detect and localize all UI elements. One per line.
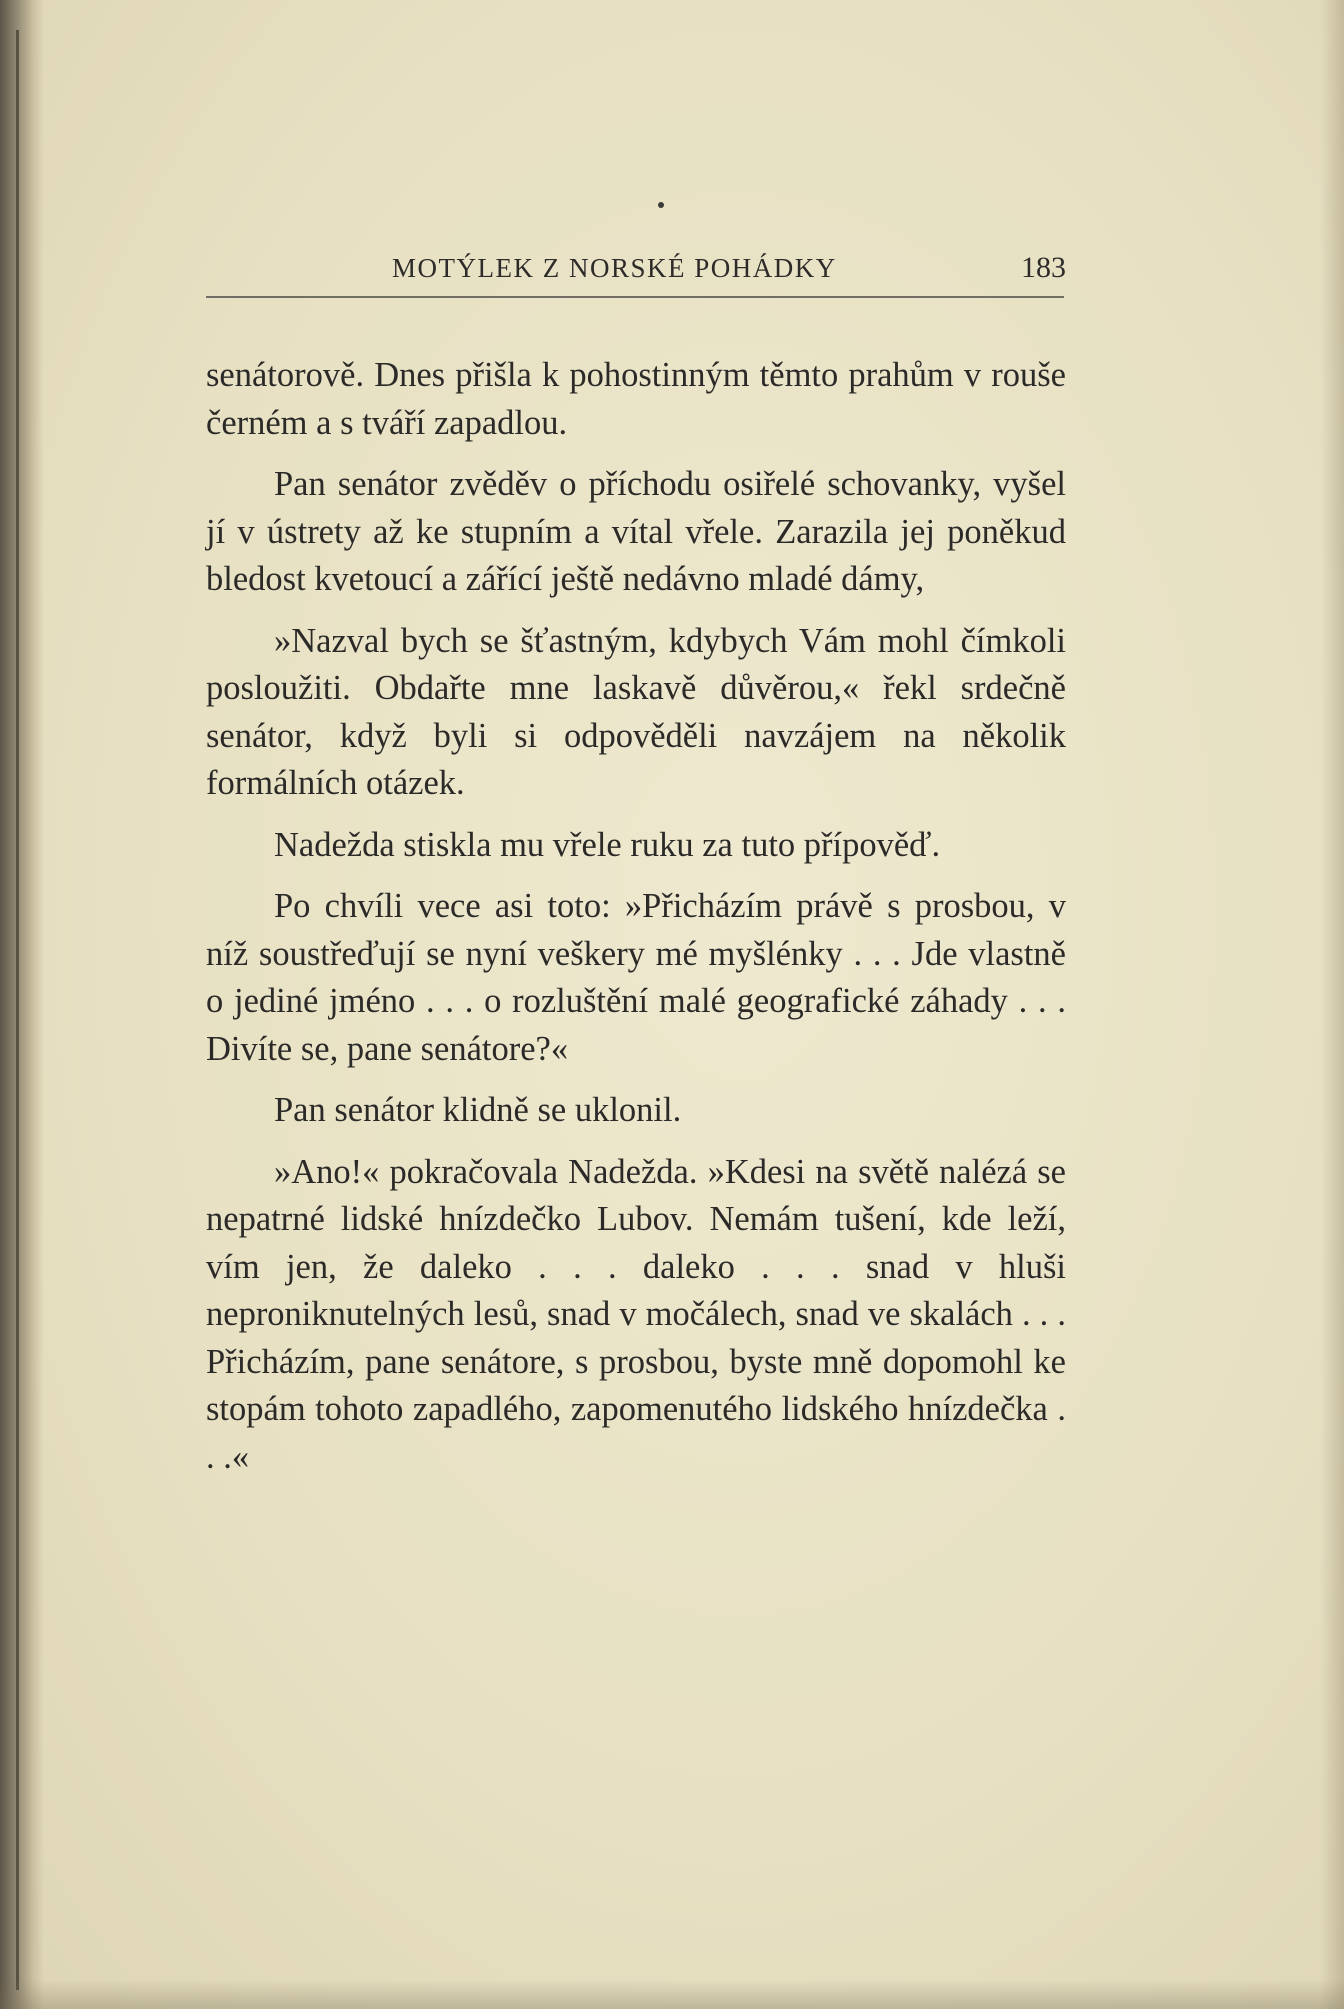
body-text — [206, 352, 1066, 1495]
binding-edge — [16, 30, 19, 1990]
page-number: 183 — [1021, 251, 1066, 284]
paragraph: Nadežda stiskla mu vřele ruku za tuto přípověď. — [274, 825, 941, 864]
paragraph: Pan senátor klidně se uklonil. — [274, 1091, 682, 1129]
page-edge-right — [1320, 0, 1344, 2009]
paragraph: Pan senátor zvěděv o příchodu osiřelé schovanky, vyšel jí v ústrety až ke stupním a vítal vřele. Zarazila jej poněkud bledost kvetoucí a zářící ještě nedávno mladé dámy, — [206, 465, 1066, 598]
paragraph: »Nazval bych se šťastným, kdybych Vám mohl čímkoli posloužiti. Obdařte mne laskavě důvěrou,« řekl srdečně senátor, když byli si odpověděli navzájem na několik formálních otázek. — [206, 621, 1066, 802]
page-edge-bottom — [0, 1979, 1344, 2009]
binding-shadow — [0, 0, 44, 2009]
header-rule — [206, 296, 1064, 298]
paragraph: »Ano!« pokračovala Nadežda. »Kdesi na světě nalézá se nepatrné lidské hnízdečko Lubov. Nemám tušení, kde leží, vím jen, že daleko . . . daleko . . . snad v hluši neproniknutelných lesů, snad v močálech, snad ve skalách . . . Přicházím, pane senátore, s prosbou, byste mně dopomohl ke stopám tohoto zapadlého, zapomenutého lidského hnízdečka . . .« — [206, 1152, 1066, 1476]
page-header — [206, 245, 1066, 295]
paragraph: senátorově. Dnes přišla k pohostinným těmto prahům v rouše černém a s tváří zapadlou. — [206, 356, 1066, 442]
paragraph: Po chvíli vece asi toto: »Přicházím právě s prosbou, v níž soustřeďují se nyní veškery mé myšlénky . . . Jde vlastně o jediné jméno . . . o rozluštění malé geografické záhady . . . Divíte se, pane senátore?« — [206, 887, 1066, 1068]
running-title: MOTÝLEK Z NORSKÉ POHÁDKY — [392, 253, 837, 283]
print-speck — [658, 202, 664, 208]
